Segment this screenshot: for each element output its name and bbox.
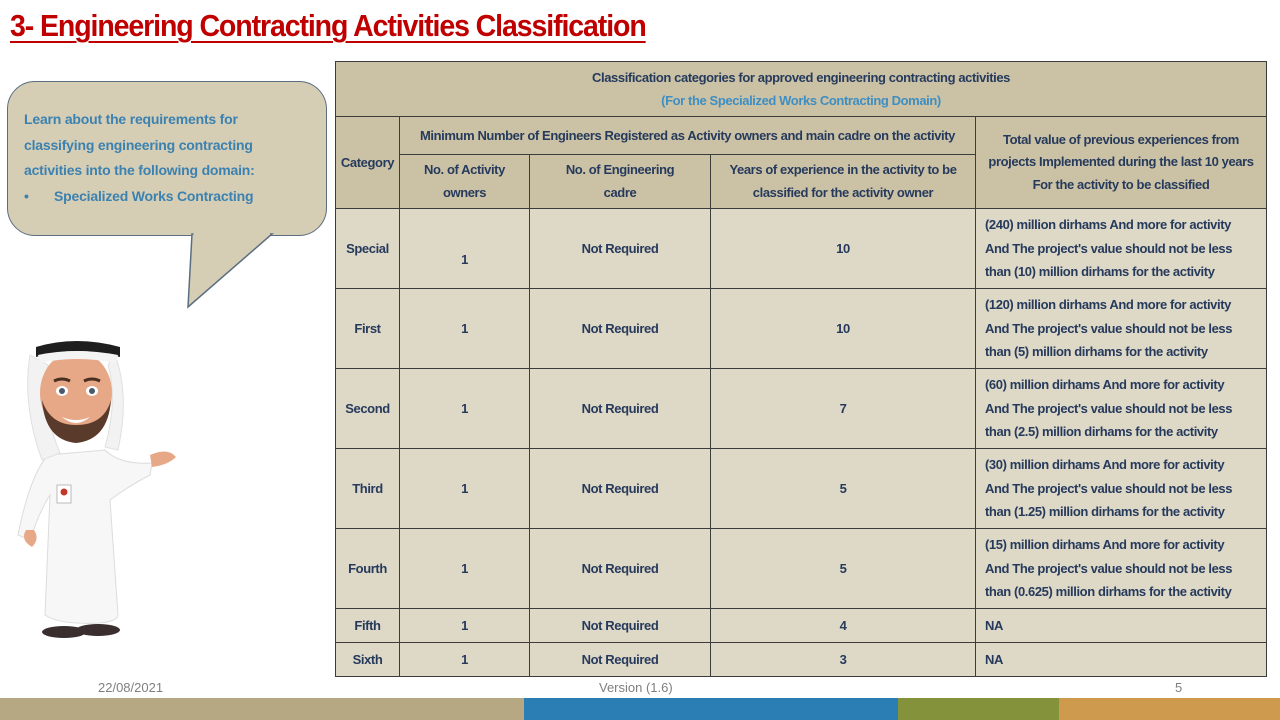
cell-category: Special: [336, 209, 400, 289]
cell-value-line: And The project's value should not be less: [985, 320, 1233, 336]
table-row: [336, 289, 1267, 369]
footer-color-bar: [0, 698, 1280, 720]
cell-cadre: Not Required: [530, 643, 711, 677]
cell-value: [976, 289, 1267, 369]
header-engineering-cadre: No. of Engineering cadre: [530, 155, 711, 209]
bubble-line: Learn about the requirements for: [24, 111, 238, 127]
cell-owners: 1: [400, 609, 530, 643]
footer-page-number: 5: [1175, 680, 1183, 695]
cell-value-line: than (1.25) million dirhams for the activity: [985, 504, 1225, 520]
cell-value-line: (60) million dirhams And more for activity: [985, 377, 1225, 393]
header-total-value-line: For the activity to be classified: [1032, 176, 1210, 192]
table-row: [336, 529, 1267, 609]
cell-value-line: (240) million dirhams And more for activity: [985, 217, 1231, 233]
header-min-engineers: Minimum Number of Engineers Registered as Activity owners and main cadre on the activity: [400, 117, 976, 155]
cell-cadre: Not Required: [530, 529, 711, 609]
cell-years: 10: [711, 209, 976, 289]
footer-version: Version (1.6): [599, 680, 673, 695]
cell-value-line: And The project's value should not be less: [985, 240, 1233, 256]
cell-value: [976, 529, 1267, 609]
footer-bar-segment: [898, 698, 1059, 720]
cell-cadre: Not Required: [530, 289, 711, 369]
header-total-value-line: projects Implemented during the last 10 years: [988, 154, 1254, 170]
cell-cadre: Not Required: [530, 609, 711, 643]
table-row: [336, 609, 1267, 643]
cell-value: NA: [976, 609, 1267, 643]
footer-bar-segment: [0, 698, 524, 720]
cell-years: 4: [711, 609, 976, 643]
cell-category: Second: [336, 369, 400, 449]
bullet-icon: •: [24, 187, 29, 204]
cell-years: 5: [711, 529, 976, 609]
bullet-text: Specialized Works Contracting: [54, 187, 254, 204]
header-years-experience: Years of experience in the activity to be classified for the activity owner: [711, 155, 976, 209]
cell-owners-value: 1: [461, 252, 468, 267]
cell-cadre: Not Required: [530, 209, 711, 289]
table-row: [336, 449, 1267, 529]
cell-value: [976, 369, 1267, 449]
table-row: [336, 209, 1267, 289]
cell-owners: 1: [400, 369, 530, 449]
cell-value-line: And The project's value should not be less: [985, 400, 1233, 416]
cell-years: 7: [711, 369, 976, 449]
table-title-text: Classification categories for approved engineering contracting activities: [592, 70, 1010, 85]
table-header-row-1: [336, 117, 1267, 155]
header-total-value: [976, 117, 1267, 209]
slide-title: 3- Engineering Contracting Activities Classification: [10, 8, 646, 43]
table-row: [336, 369, 1267, 449]
mascot-character-icon: [0, 325, 200, 650]
cell-value-line: than (2.5) million dirhams for the activity: [985, 424, 1218, 440]
cell-category: Fifth: [336, 609, 400, 643]
cell-cadre: Not Required: [530, 369, 711, 449]
cell-value: NA: [976, 643, 1267, 677]
cell-owners: 1: [400, 289, 530, 369]
bubble-line: activities into the following domain:: [24, 162, 255, 178]
footer-date: 22/08/2021: [98, 680, 164, 695]
cell-value-line: (120) million dirhams And more for activity: [985, 297, 1231, 313]
cell-value-line: And The project's value should not be less: [985, 480, 1233, 496]
table-title-row: [336, 62, 1267, 117]
cell-years: 10: [711, 289, 976, 369]
bubble-bullet-item: [24, 184, 324, 210]
cell-value-line: (15) million dirhams And more for activity: [985, 537, 1225, 553]
cell-years: 3: [711, 643, 976, 677]
cell-owners: 1: [400, 449, 530, 529]
cell-category: Sixth: [336, 643, 400, 677]
footer-bar-segment: [1059, 698, 1280, 720]
header-activity-owners: No. of Activity owners: [400, 155, 530, 209]
cell-category: First: [336, 289, 400, 369]
cell-category: Fourth: [336, 529, 400, 609]
table-title: [336, 62, 1267, 117]
table-row: [336, 643, 1267, 677]
cell-value-line: than (5) million dirhams for the activity: [985, 344, 1208, 360]
cell-cadre: Not Required: [530, 449, 711, 529]
header-category: Category: [336, 117, 400, 209]
cell-value: [976, 209, 1267, 289]
footer-bar-segment: [524, 698, 898, 720]
cell-years: 5: [711, 449, 976, 529]
cell-value-line: than (10) million dirhams for the activity: [985, 264, 1215, 280]
cell-value: [976, 449, 1267, 529]
header-total-value-line: Total value of previous experiences from: [1003, 131, 1239, 147]
bubble-line: classifying engineering contracting: [24, 136, 253, 153]
classification-table: [335, 61, 1267, 677]
cell-owners: 1: [400, 643, 530, 677]
cell-value-line: (30) million dirhams And more for activity: [985, 457, 1225, 473]
table-subtitle: (For the Specialized Works Contracting Domain): [661, 93, 941, 108]
bubble-text: [24, 107, 324, 209]
cell-owners: [400, 209, 530, 289]
cell-value-line: And The project's value should not be less: [985, 560, 1233, 576]
cell-owners: 1: [400, 529, 530, 609]
cell-value-line: than (0.625) million dirhams for the activity: [985, 584, 1232, 600]
cell-category: Third: [336, 449, 400, 529]
